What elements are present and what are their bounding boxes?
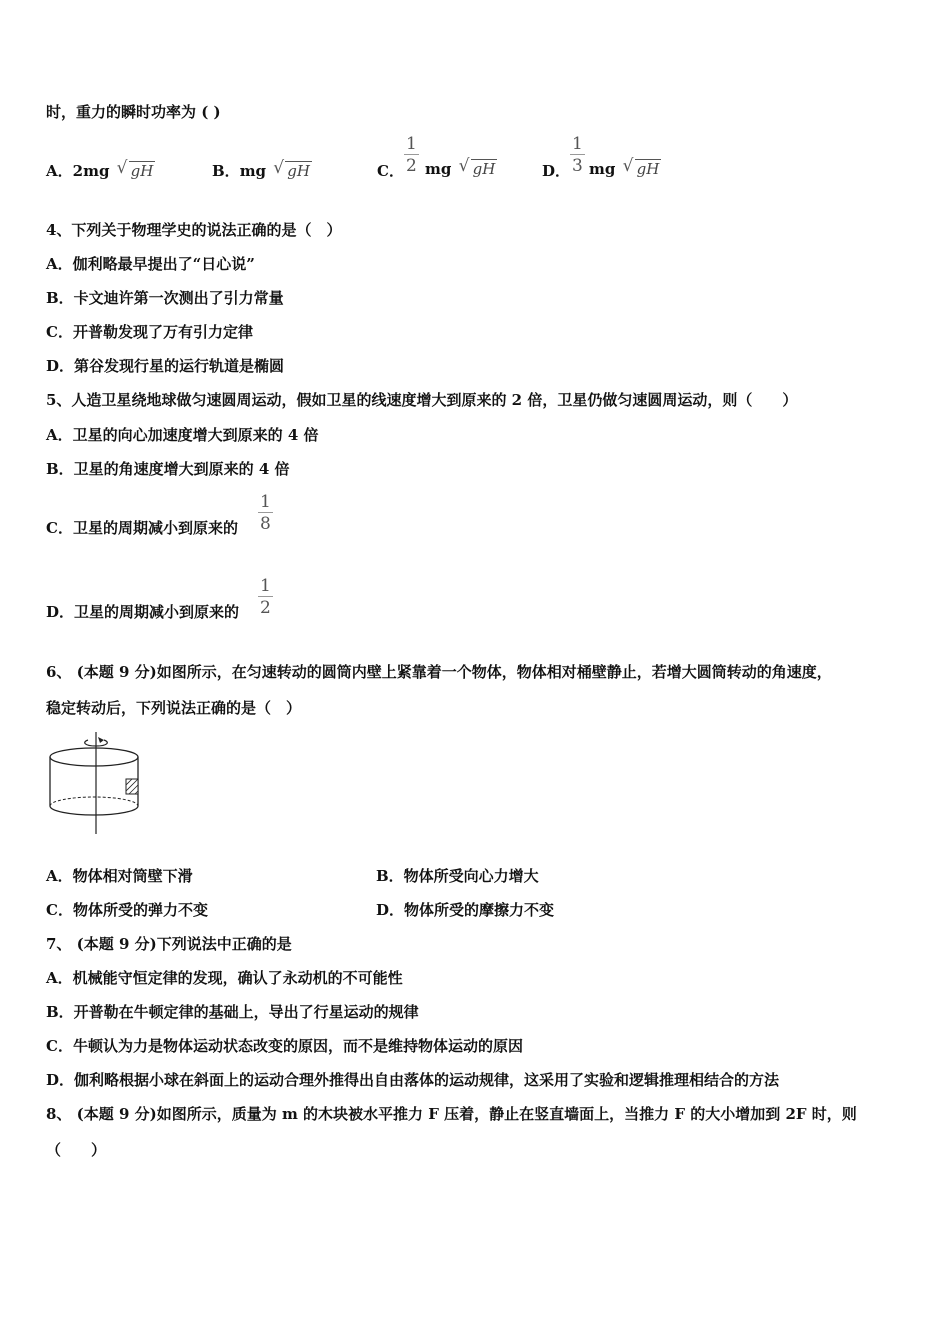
sqrt-expression: √ gH <box>116 158 154 180</box>
q3-option-c[interactable]: C． <box>377 162 404 180</box>
q6-option-c[interactable]: C．物体所受的弹力不变 <box>46 901 208 919</box>
q5-stem: 5、人造卫星绕地球做匀速圆周运动，假如卫星的线速度增大到原来的 2 倍，卫星仍做匀速圆周运动，则（ ） <box>46 391 798 409</box>
q5-option-d-fraction: $\frac{1}{2}$ <box>260 576 271 618</box>
q6-stem-line2: 稳定转动后，下列说法正确的是（ ） <box>46 699 302 717</box>
q3-options <box>46 134 926 190</box>
rotating-cylinder-figure <box>46 730 146 836</box>
q3-option-d-rest: mg √ gH <box>589 156 660 178</box>
q6-option-b[interactable]: B．物体所受向心力增大 <box>376 867 539 885</box>
q7-stem: 7、 (本题 9 分)下列说法中正确的是 <box>46 935 292 953</box>
q3-option-c-rest: mg √ gH <box>425 156 496 178</box>
q7-option-d[interactable]: D．伽利略根据小球在斜面上的运动合理外推得出自由落体的运动规律，这采用了实验和逻辑推理相结合的方法 <box>46 1071 780 1089</box>
q3-option-c-fraction: $\frac{1}{2}$ <box>406 134 417 176</box>
q5-option-a[interactable]: A．卫星的向心加速度增大到原来的 4 倍 <box>46 426 319 444</box>
sqrt-expression: √ gH <box>273 158 310 180</box>
q4-option-b[interactable]: B．卡文迪许第一次测出了引力常量 <box>46 289 284 307</box>
q3-option-b[interactable]: B．mg √ gH <box>212 158 310 180</box>
q4-option-a[interactable]: A．伽利略最早提出了“日心说” <box>46 255 255 273</box>
sqrt-expression: √ gH <box>458 156 496 178</box>
q3-option-d[interactable]: D． <box>542 162 571 180</box>
q3-option-a[interactable]: A．2mg √ gH <box>46 158 154 180</box>
q4-option-d[interactable]: D．第谷发现行星的运行轨道是椭圆 <box>46 357 285 375</box>
q7-option-c[interactable]: C．牛顿认为力是物体运动状态改变的原因，而不是维持物体运动的原因 <box>46 1037 523 1055</box>
q5-option-d[interactable]: D．卫星的周期减小到原来的 <box>46 603 240 621</box>
q5-option-c-fraction: $\frac{1}{8}$ <box>260 492 271 534</box>
q7-option-b[interactable]: B．开普勒在牛顿定律的基础上，导出了行星运动的规律 <box>46 1003 419 1021</box>
q7-option-a[interactable]: A．机械能守恒定律的发现，确认了永动机的不可能性 <box>46 969 403 987</box>
q6-stem-line1: 6、 (本题 9 分)如图所示，在匀速转动的圆筒内壁上紧靠着一个物体，物体相对桶壁静止，若增大圆筒转动的角速度， <box>46 663 832 681</box>
q6-option-d[interactable]: D．物体所受的摩擦力不变 <box>376 901 555 919</box>
q3-tail: 时，重力的瞬时功率为 ( ) <box>46 103 221 121</box>
sqrt-expression: √ gH <box>622 156 660 178</box>
q6-option-a[interactable]: A．物体相对筒壁下滑 <box>46 867 193 885</box>
q8-stem-line2: （ ） <box>46 1141 107 1159</box>
q4-stem: 4、下列关于物理学史的说法正确的是（ ） <box>46 221 342 239</box>
q5-option-b[interactable]: B．卫星的角速度增大到原来的 4 倍 <box>46 460 290 478</box>
q5-option-c[interactable]: C．卫星的周期减小到原来的 <box>46 519 238 537</box>
q3-option-d-fraction: $\frac{1}{3}$ <box>572 134 583 176</box>
q4-option-c[interactable]: C．开普勒发现了万有引力定律 <box>46 323 253 341</box>
q8-stem-line1: 8、 (本题 9 分)如图所示，质量为 m 的木块被水平推力 F 压着，静止在竖直墙面上，当推力 F 的大小增加到 2F 时，则 <box>46 1105 857 1123</box>
